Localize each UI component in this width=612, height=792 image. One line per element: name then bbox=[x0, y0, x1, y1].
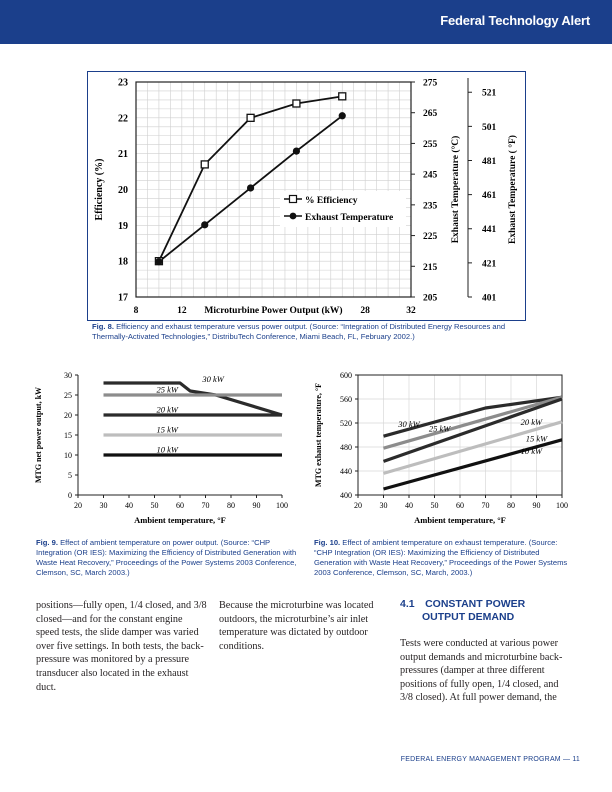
y2-tick-label: 275 bbox=[423, 78, 438, 89]
section-heading-line-1: 4.1 CONSTANT POWER bbox=[400, 598, 526, 610]
y2-tick-label: 255 bbox=[423, 139, 438, 150]
y-axis-label: Efficiency (%) bbox=[94, 158, 105, 221]
y-tick-label: 20 bbox=[64, 411, 72, 420]
efficiency-point bbox=[339, 93, 346, 100]
series-label-20-kw: 20 kW bbox=[520, 416, 543, 427]
y-tick-label: 19 bbox=[118, 220, 128, 232]
figure-10-caption-text: Effect of ambient temperature on exhaust temperature. (Source: “CHP Integration (OR IES): Maximizing the Efficiency of Distributed Generation with Waste Heat Recovery,” Proceedings of the Power Systems 2003 Conference, Clemson, SC, March, 2003.) bbox=[314, 538, 568, 577]
y-tick-label: 560 bbox=[340, 395, 352, 404]
y2-tick-label: 265 bbox=[423, 109, 438, 120]
x-tick-label: 40 bbox=[125, 501, 133, 510]
figure-8-caption-label: Fig. 8. bbox=[92, 322, 114, 331]
figure-9-caption-label: Fig. 9. bbox=[36, 538, 58, 547]
x-tick-label: 80 bbox=[227, 501, 235, 510]
series-label-25-kw: 25 kW bbox=[156, 384, 178, 395]
y2-tick-label: 215 bbox=[423, 262, 438, 273]
figure-9-caption-text: Effect of ambient temperature on power output. (Source: “CHP Integration (OR IES): Maximizing the Efficiency of Distributed Generation with Waste Heat Recovery,” Proceedings of the Power Systems 2003 Conference, Clemson, SC, March 2003.) bbox=[36, 538, 297, 577]
exhaust-temperature-point bbox=[247, 184, 254, 191]
x-axis-label: Ambient temperature, °F bbox=[134, 515, 226, 525]
x-tick-label: 60 bbox=[456, 501, 464, 510]
y3-tick-label: 521 bbox=[482, 88, 497, 99]
x-tick-label: 20 bbox=[74, 501, 82, 510]
exhaust-temperature-point bbox=[201, 221, 208, 228]
y2-tick-label: 225 bbox=[423, 232, 438, 243]
x-tick-label: 30 bbox=[99, 501, 108, 510]
legend-marker-exhaust bbox=[290, 213, 297, 220]
y-tick-label: 440 bbox=[340, 467, 352, 476]
x-tick-label: 50 bbox=[150, 501, 159, 510]
series-label-30-kw: 30 kW bbox=[398, 419, 420, 430]
body-column-2 bbox=[219, 599, 391, 653]
y-tick-label: 20 bbox=[118, 185, 128, 196]
y3-tick-label: 461 bbox=[482, 191, 497, 202]
x-tick-label: 50 bbox=[430, 501, 439, 510]
y-tick-label: 18 bbox=[118, 256, 128, 268]
y-axis-label: MTG exhaust temperature, °F bbox=[314, 383, 323, 487]
y-tick-label: 17 bbox=[118, 292, 128, 304]
figure-10-caption bbox=[314, 538, 576, 578]
section-heading-line-2: OUTPUT DEMAND bbox=[422, 611, 515, 623]
x-tick-label: 70 bbox=[481, 501, 490, 510]
figure-8-caption-text: Efficiency and exhaust temperature versus power output. (Source: “Integration of Distributed Energy Resources and Thermally-Activated Technologies,” DistribuTech Conference, Miami Beach, FL, February 2002.) bbox=[92, 322, 506, 341]
series-label-15-kw: 15 kW bbox=[525, 433, 548, 444]
exhaust-temperature-point bbox=[293, 148, 300, 155]
y-tick-label: 0 bbox=[68, 491, 72, 500]
y2-tick-label: 245 bbox=[423, 170, 438, 181]
body-paragraph: Because the microturbine was located outdoors, the microturbine’s air inlet temperature was dictated by outdoor conditions. bbox=[219, 600, 374, 652]
series-label-30-kw: 30 kW bbox=[202, 374, 224, 385]
x-axis-label: Microturbine Power Output (kW) bbox=[204, 306, 343, 316]
x-tick-label: 90 bbox=[252, 501, 261, 510]
y3-tick-label: 421 bbox=[482, 259, 497, 270]
y-tick-label: 15 bbox=[64, 431, 72, 440]
legend-label-efficiency: % Efficiency bbox=[305, 196, 358, 206]
y-tick-label: 22 bbox=[118, 113, 128, 125]
x-tick-label: 80 bbox=[507, 501, 515, 510]
series-label-20-kw: 20 kW bbox=[156, 404, 178, 415]
figure-10-caption-label: Fig. 10. bbox=[314, 538, 341, 547]
x-tick-label: 30 bbox=[379, 501, 388, 510]
series-line-30-kw bbox=[104, 383, 283, 415]
x-tick-label: 28 bbox=[360, 306, 370, 316]
efficiency-point bbox=[247, 114, 254, 121]
x-tick-label: 100 bbox=[556, 501, 568, 510]
figure-8-caption bbox=[92, 322, 512, 342]
y-tick-label: 400 bbox=[340, 491, 352, 500]
y-tick-label: 480 bbox=[340, 443, 352, 452]
x-tick-label: 60 bbox=[176, 501, 184, 510]
x-tick-label: 20 bbox=[354, 501, 362, 510]
y-tick-label: 5 bbox=[68, 471, 72, 480]
x-tick-label: 12 bbox=[177, 306, 187, 316]
figure-9-chart bbox=[30, 366, 298, 532]
figure-10-chart bbox=[310, 366, 576, 532]
y-axis-label: MTG net power output, kW bbox=[34, 386, 43, 484]
body-column-1 bbox=[36, 599, 208, 694]
legend-marker-efficiency bbox=[290, 196, 297, 203]
figure-8-chart bbox=[88, 72, 523, 318]
y2-axis-label: Exhaust Temperature (°C) bbox=[451, 135, 461, 244]
figure-9-caption bbox=[36, 538, 298, 578]
y3-tick-label: 441 bbox=[482, 225, 497, 236]
legend-label-exhaust: Exhaust Temperature bbox=[305, 213, 394, 223]
x-tick-label: 32 bbox=[406, 306, 416, 316]
body-column-3 bbox=[400, 637, 572, 705]
y-tick-label: 600 bbox=[340, 371, 352, 380]
y3-tick-label: 401 bbox=[482, 293, 497, 304]
x-tick-label: 100 bbox=[276, 501, 288, 510]
series-label-10-kw: 10 kW bbox=[156, 444, 178, 455]
y-tick-label: 10 bbox=[64, 451, 72, 460]
page-footer: FEDERAL ENERGY MANAGEMENT PROGRAM — 11 bbox=[400, 756, 580, 763]
y2-tick-label: 235 bbox=[423, 201, 438, 212]
efficiency-point bbox=[201, 161, 208, 168]
series-label-10-kw: 10 kW bbox=[520, 446, 543, 457]
y-tick-label: 30 bbox=[64, 371, 72, 380]
efficiency-point bbox=[293, 100, 300, 107]
header-banner bbox=[0, 0, 612, 44]
y2-tick-label: 205 bbox=[423, 293, 438, 304]
y-tick-label: 21 bbox=[118, 149, 128, 161]
x-tick-label: 70 bbox=[201, 501, 210, 510]
exhaust-temperature-point bbox=[339, 112, 346, 119]
x-tick-label: 8 bbox=[133, 306, 139, 316]
body-paragraph: positions—fully open, 1/4 closed, and 3/8 closed—and for the constant engine speed tests, the slide damper was varied over five settings. In both tests, the back-pressure was monitored by a pressure transducer also located in the exhaust duct. bbox=[36, 600, 207, 693]
body-paragraph: Tests were conducted at various power output demands and microturbine back-pressures (damper at three different positions of fully open, 1/4 closed, and 3/8 closed). At full power demand, the bbox=[400, 638, 563, 704]
x-tick-label: 40 bbox=[405, 501, 413, 510]
y-tick-label: 25 bbox=[64, 391, 72, 400]
x-axis-label: Ambient temperature, °F bbox=[414, 515, 506, 525]
y-tick-label: 23 bbox=[118, 77, 128, 89]
y-tick-label: 520 bbox=[340, 419, 352, 428]
y3-tick-label: 481 bbox=[482, 156, 497, 167]
publication-title: Federal Technology Alert bbox=[440, 13, 590, 28]
y3-tick-label: 501 bbox=[482, 122, 497, 133]
series-label-25-kw: 25 kW bbox=[428, 423, 451, 434]
x-tick-label: 90 bbox=[532, 501, 541, 510]
section-heading bbox=[400, 598, 570, 624]
series-label-15-kw: 15 kW bbox=[156, 424, 178, 435]
y3-axis-label: Exhaust Temperature ( °F) bbox=[508, 135, 518, 244]
exhaust-temperature-point bbox=[155, 258, 162, 265]
